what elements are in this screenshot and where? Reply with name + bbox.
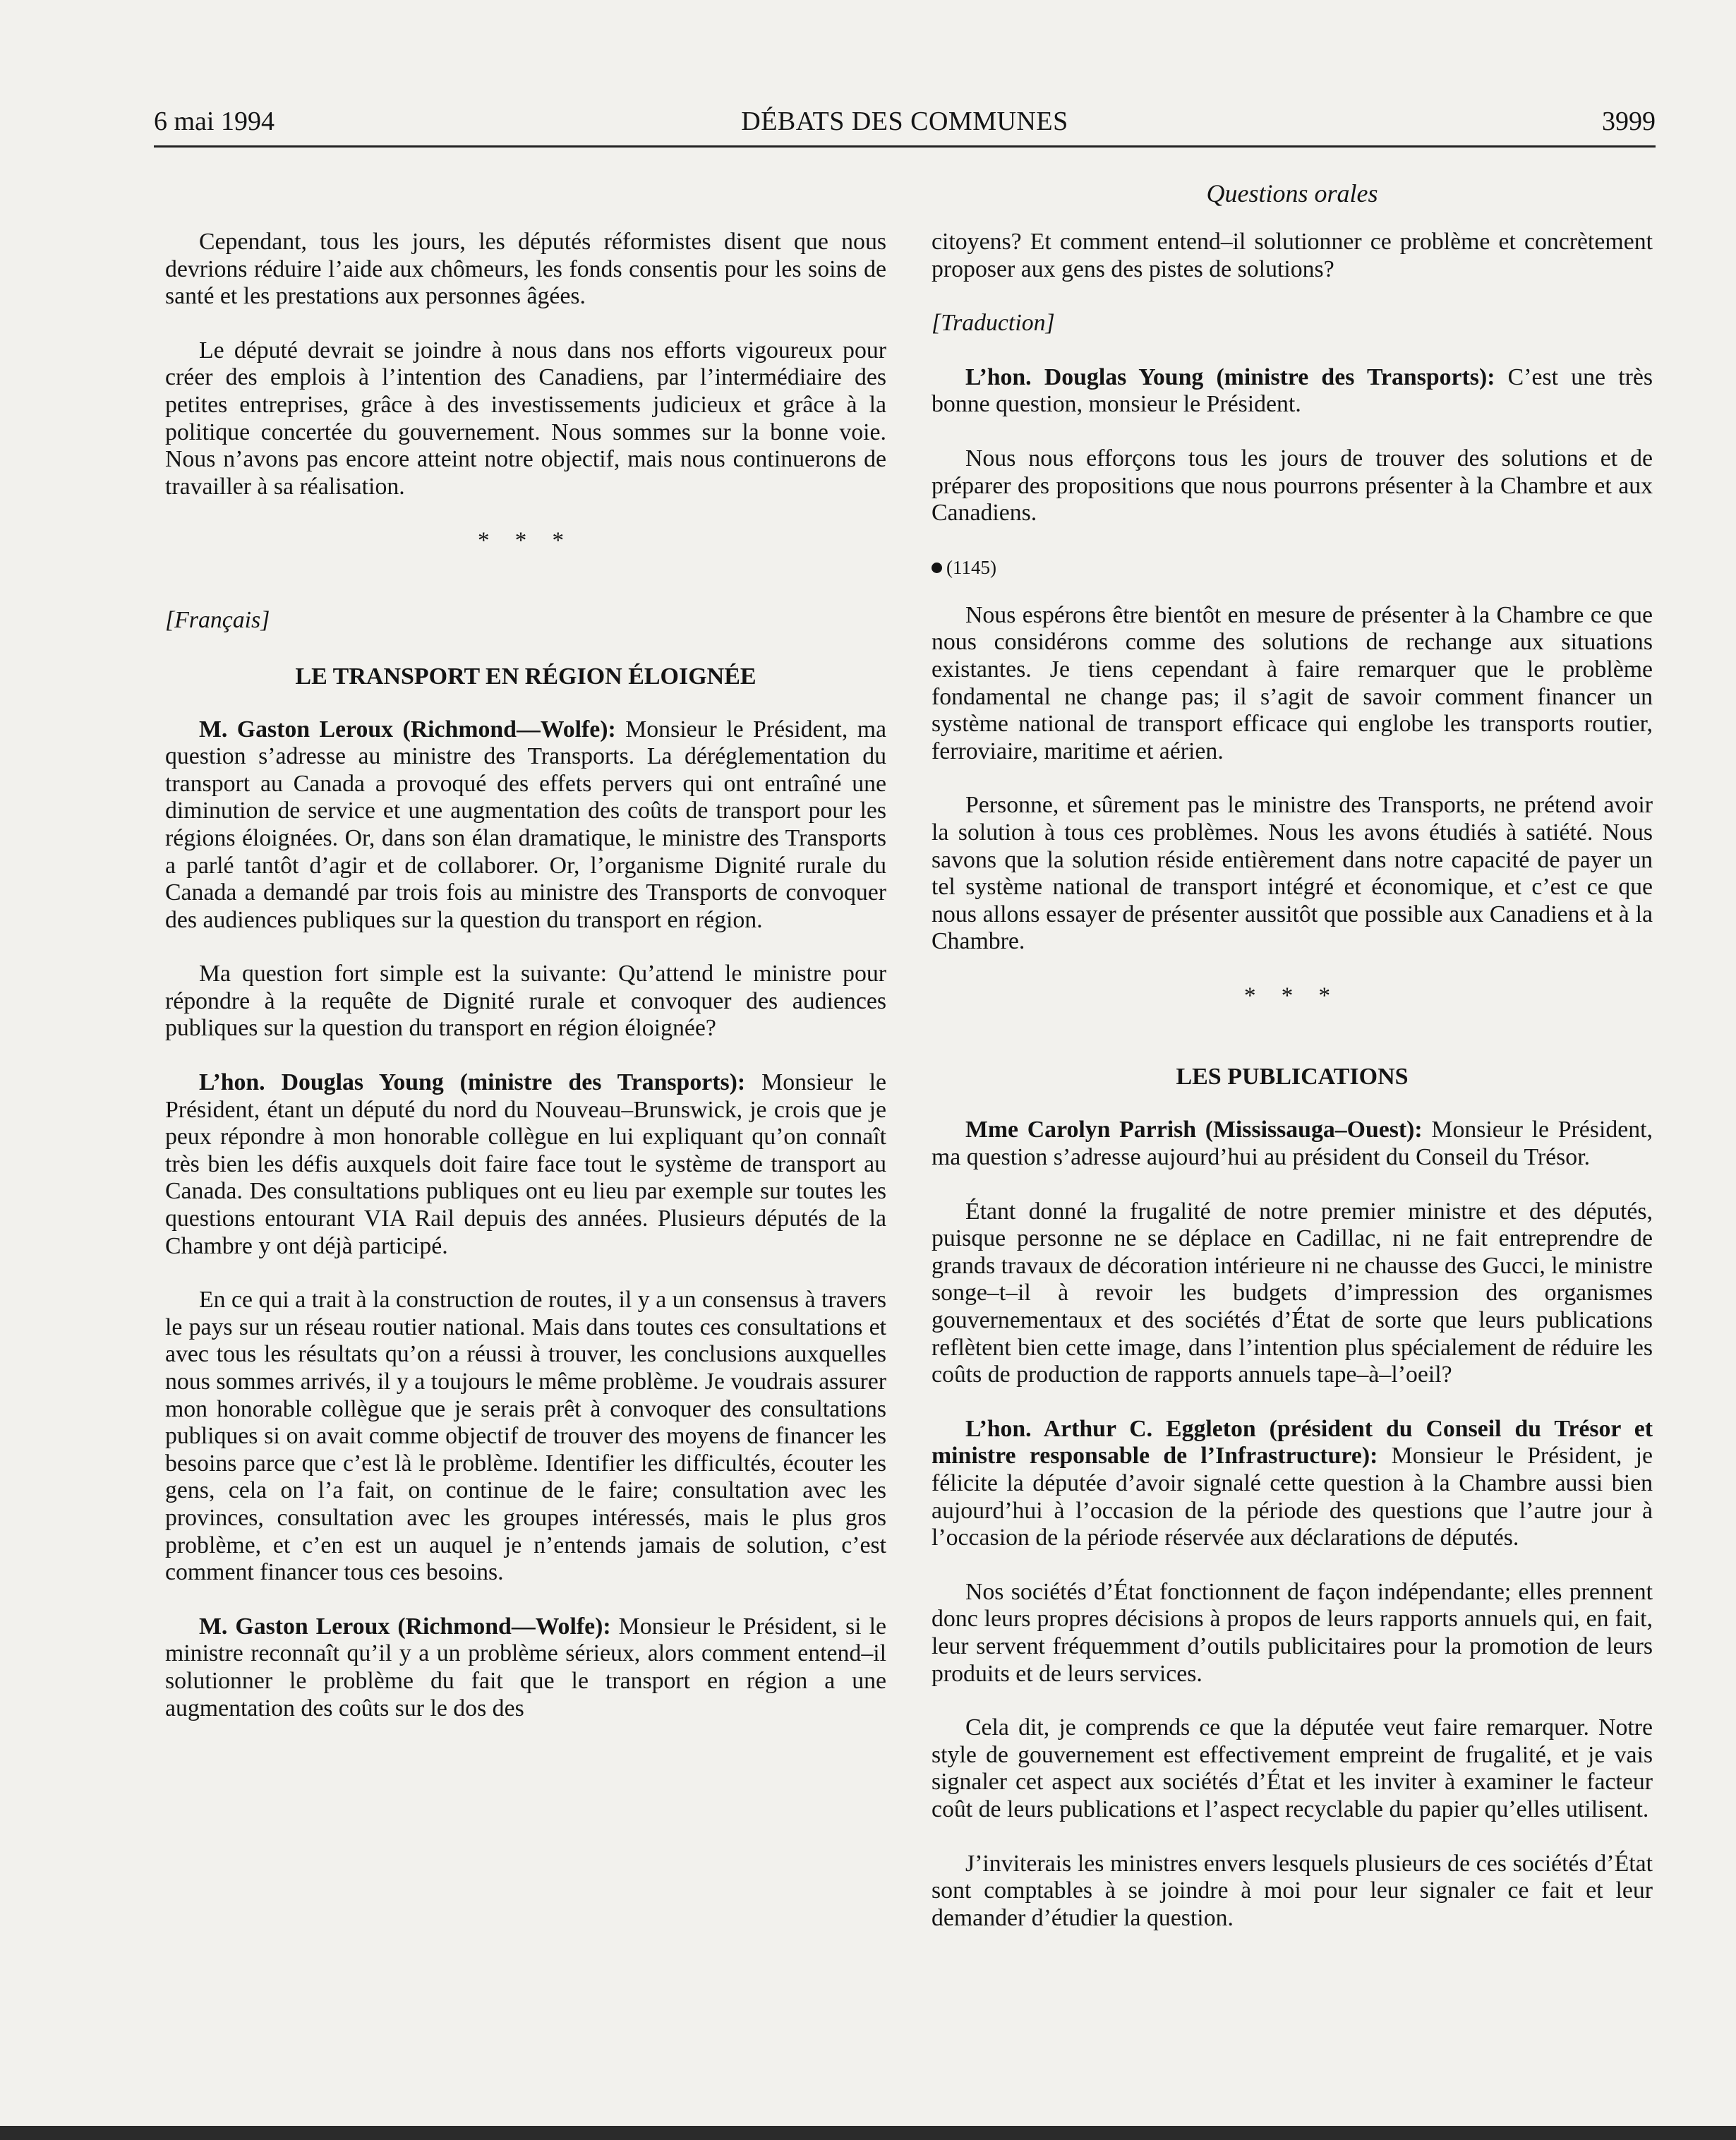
section-heading: LE TRANSPORT EN RÉGION ÉLOIGNÉE: [295, 663, 757, 690]
timestamp: [932, 554, 1653, 581]
speech-paragraph: [932, 1117, 1653, 1171]
speech-paragraph: [932, 364, 1653, 419]
speaker-name: L’hon. Douglas Young (ministre des Transports):: [199, 1069, 746, 1096]
speaker-name: L’hon. Douglas Young (ministre des Transports):: [965, 363, 1495, 390]
section-separator: * * *: [478, 528, 574, 554]
bullet-icon: [932, 563, 942, 573]
speech-text: Monsieur le Président, je félicite la députée d’avoir signalé cette question à la Chambre aussi bien aujourd’hui à l’occasion de la période des questions que l’autre jour à l’occasion de la période réservée aux déclarations de députés.: [932, 1443, 1653, 1551]
language-tag: [Français]: [165, 606, 270, 633]
paragraph: Nos sociétés d’État fonctionnent de façon indépendante; elles prennent donc leurs propres décisions à propos de leurs rapports annuels qui, en fait, leur servent fréquemment d’outils publicitaires pour la promotion de leurs produits et de leurs services.: [932, 1578, 1653, 1687]
paragraph: Cependant, tous les jours, les députés réformistes disent que nous devrions réduire l’aide aux chômeurs, les fonds consentis pour les soins de santé et les prestations aux personnes âgées.: [165, 229, 886, 310]
header-journal-title: DÉBATS DES COMMUNES: [741, 107, 1068, 136]
paragraph: En ce qui a trait à la construction de routes, il y a un consensus à travers le pays sur un réseau routier national. Mais dans toutes ces consultations et avec tous les résultats qu’on a réussi à trouver, les conclusions auxquelles nous sommes arrivés, il y a toujours le même problème. Je voudrais assurer mon honorable collègue que je serais prêt à convoquer des consultations publiques si on avait comme objectif de trouver des moyens de financer les besoins parce que c’est là le problème. Identifier les difficultés, écouter les gens, cela on l’a fait, on continue de le faire; consultation avec les provinces, consultation avec les groupes intéressés, mais le plus gros problème, et c’en est un auquel je n’entends jamais de solution, c’est comment financer tous ces besoins.: [165, 1287, 886, 1586]
timestamp-text: (1145): [946, 556, 996, 578]
paragraph: Étant donné la frugalité de notre premier ministre et des députés, puisque personne ne se déplace en Cadillac, ni ne fait entreprendre de grands travaux de décoration intérieure ni ne chausse des Gucci, le ministre songe–t–il à revoir les budgets d’impression des organismes gouvernementaux et des sociétés d’État de sorte que leurs publications reflètent bien cette image, dans l’intention plus spécialement de réduire les coûts de production de rapports annuels tape–à–l’oeil?: [932, 1198, 1653, 1388]
paragraph: Le député devrait se joindre à nous dans nos efforts vigoureux pour créer des emplois à l’intention des Canadiens, par l’intermédiaire des petites entreprises, grâce à des investissements judicieux et grâce à la politique concertée du gouvernement. Nous sommes sur la bonne voie. Nous n’avons pas encore atteint notre objectif, mais nous continuerons de travailler à sa réalisation.: [165, 337, 886, 500]
speech-paragraph: [165, 1613, 886, 1722]
speech-text: Monsieur le Président, ma question s’adresse aujourd’hui au président du Conseil du Trésor.: [932, 1117, 1653, 1171]
speech-text: Monsieur le Président, ma question s’adresse au ministre des Transports. La déréglementation du transport au Canada a provoqué des effets pervers qui ont entraîné une diminution de service et une augmentation des coûts de transport pour les régions éloignées. Or, dans son élan dramatique, le ministre des Transports a parlé tantôt d’agir et de collaborer. Or, l’organisme Dignité rurale du Canada a demandé par trois fois au ministre des Transports de convoquer des audiences publiques sur la question du transport en région.: [165, 716, 886, 933]
speaker-name: Mme Carolyn Parrish (Mississauga–Ouest):: [965, 1117, 1423, 1143]
speaker-name: M. Gaston Leroux (Richmond—Wolfe):: [199, 1613, 611, 1640]
section-label: Questions orales: [1206, 179, 1378, 208]
speech-paragraph: [932, 1416, 1653, 1552]
paragraph: J’inviterais les ministres envers lesquels plusieurs de ces sociétés d’État sont comptables à se joindre à moi pour leur signaler ce fait et leur demander d’étudier la question.: [932, 1850, 1653, 1931]
speech-text: C’est une très bonne question, monsieur le Président.: [932, 363, 1653, 418]
speech-paragraph: [165, 716, 886, 934]
left-column: [165, 229, 886, 1749]
header-rule: [154, 145, 1656, 148]
header-page-number: 3999: [1602, 107, 1656, 136]
speaker-name: M. Gaston Leroux (Richmond—Wolfe):: [199, 716, 616, 743]
scan-bottom-edge: [0, 2126, 1736, 2140]
speech-text: Monsieur le Président, étant un député du nord du Nouveau–Brunswick, je crois que je peux répondre à mon honorable collègue en lui expliquant qu’on connaît très bien les défis auxquels doit faire face tout le système de transport au Canada. Des consultations publiques ont eu lieu par exemple sur toutes les questions entourant VIA Rail depuis des années. Plusieurs députés de la Chambre y ont déjà participé.: [165, 1069, 887, 1259]
speech-paragraph: [165, 1069, 886, 1260]
speaker-name: L’hon. Arthur C. Eggleton (président du Conseil du Trésor et ministre responsable de l’Infrastructure):: [932, 1415, 1653, 1469]
running-head: [154, 103, 1656, 143]
right-column: [932, 229, 1653, 1959]
paragraph: Ma question fort simple est la suivante: Qu’attend le ministre pour répondre à la requête de Dignité rurale et convoquer des audiences publiques sur la question du transport en région éloignée?: [165, 961, 886, 1042]
paragraph: Nous nous efforçons tous les jours de trouver des solutions et de préparer des propositions que nous pourrons présenter à la Chambre et aux Canadiens.: [932, 445, 1653, 527]
paragraph: Personne, et sûrement pas le ministre des Transports, ne prétend avoir la solution à tous ces problèmes. Nous les avons étudiés à satiété. Nous savons que la solution réside entièrement dans notre capacité de payer un tel système national de transport intégré et économique, et c’est ce que nous allons essayer de présenter aussitôt que possible aux Canadiens et à la Chambre.: [932, 792, 1653, 955]
section-separator: * * *: [1244, 982, 1340, 1009]
header-date: 6 mai 1994: [154, 107, 275, 136]
section-heading: LES PUBLICATIONS: [1176, 1064, 1409, 1090]
language-tag: [Traduction]: [932, 310, 1055, 337]
speech-text: Monsieur le Président, si le ministre reconnaît qu’il y a un problème sérieux, alors comment entend–il solutionner le problème du fait que le transport en région a une augmentation des coûts sur le dos des: [165, 1613, 886, 1721]
paragraph: Cela dit, je comprends ce que la députée veut faire remarquer. Notre style de gouvernement est effectivement empreint de frugalité, et je vais signaler cet aspect aux sociétés d’État et les inviter à examiner le facteur coût de leurs publications et l’aspect recyclable du papier qu’elles utilisent.: [932, 1714, 1653, 1822]
paragraph: citoyens? Et comment entend–il solutionner ce problème et concrètement proposer aux gens des pistes de solutions?: [932, 229, 1653, 282]
paragraph: Nous espérons être bientôt en mesure de présenter à la Chambre ce que nous considérons comme des solutions de rechange aux situations existantes. Je tiens cependant à faire remarquer que le problème fondamental ne change pas; il s’agit de savoir comment financer un système national de transport efficace qui englobe les transports routier, ferroviaire, maritime et aérien.: [932, 601, 1653, 764]
